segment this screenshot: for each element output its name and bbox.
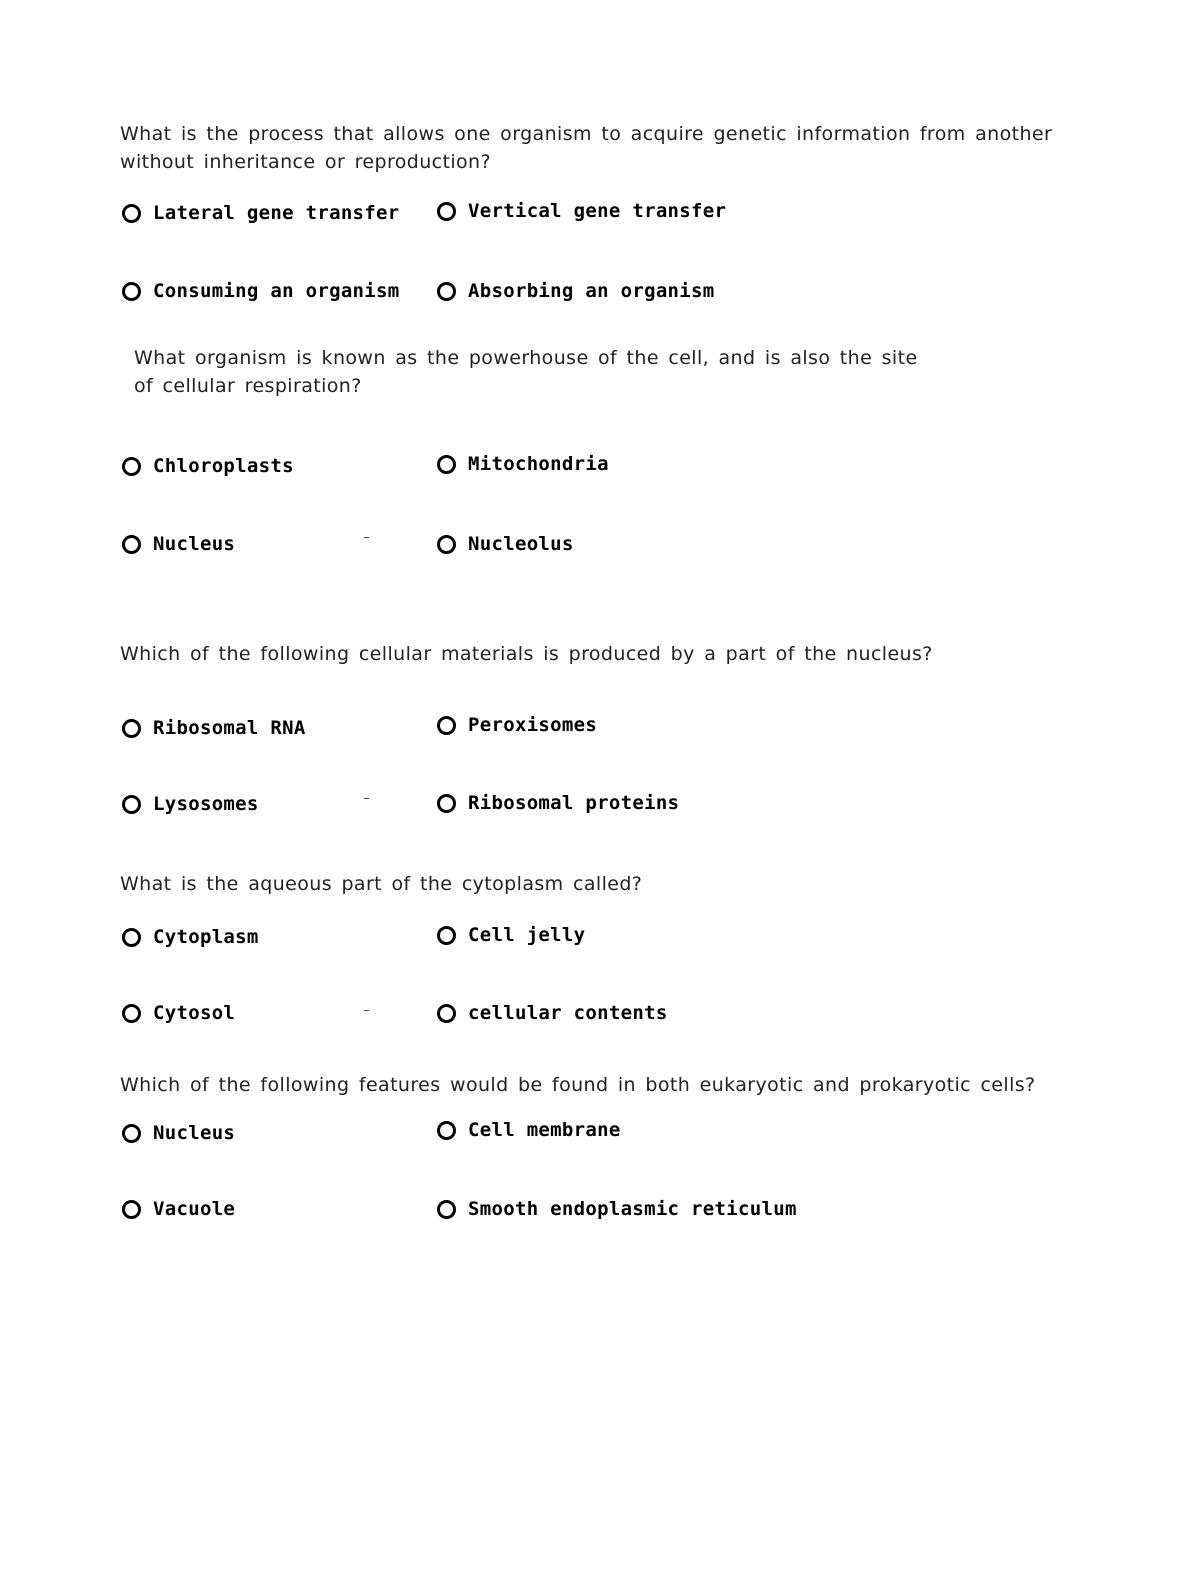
radio-circle-icon xyxy=(122,535,141,554)
option-label: Cytoplasm xyxy=(153,926,259,948)
question-1-option-d[interactable] xyxy=(437,280,715,302)
question-3-option-c[interactable] xyxy=(122,793,259,815)
question-5-option-d[interactable] xyxy=(437,1198,797,1220)
question-4-option-c[interactable] xyxy=(122,1002,235,1024)
question-2-option-c[interactable] xyxy=(122,533,235,555)
radio-circle-icon xyxy=(437,202,456,221)
question-4-option-a[interactable] xyxy=(122,926,259,948)
question-4-option-d[interactable] xyxy=(437,1002,668,1024)
option-label: Lysosomes xyxy=(153,793,259,815)
question-3-option-b[interactable] xyxy=(437,714,597,736)
question-1-line-1: What is the process that allows one organism to acquire genetic information from another xyxy=(120,123,1053,145)
option-label: Chloroplasts xyxy=(153,455,294,477)
radio-circle-icon xyxy=(122,204,141,223)
radio-circle-icon xyxy=(437,716,456,735)
question-3-line-1: Which of the following cellular materials is produced by a part of the nucleus? xyxy=(120,643,933,665)
question-5-prompt xyxy=(120,1071,1036,1099)
question-4-option-b[interactable] xyxy=(437,924,585,946)
question-4-prompt xyxy=(120,870,642,898)
option-label: Consuming an organism xyxy=(153,280,400,302)
radio-circle-icon xyxy=(437,926,456,945)
question-2-line-2: of cellular respiration? xyxy=(134,375,362,397)
question-3-prompt xyxy=(120,640,933,668)
radio-circle-icon xyxy=(437,535,456,554)
radio-circle-icon xyxy=(122,1004,141,1023)
question-3-option-a[interactable] xyxy=(122,717,306,739)
radio-circle-icon xyxy=(437,1200,456,1219)
radio-circle-icon xyxy=(437,794,456,813)
stray-mark xyxy=(364,1010,369,1011)
option-label: Absorbing an organism xyxy=(468,280,715,302)
question-2-option-a[interactable] xyxy=(122,455,294,477)
radio-circle-icon xyxy=(437,282,456,301)
option-label: Smooth endoplasmic reticulum xyxy=(468,1198,797,1220)
option-label: Nucleus xyxy=(153,1122,236,1144)
radio-circle-icon xyxy=(122,1124,141,1143)
question-1-option-a[interactable] xyxy=(122,202,400,224)
radio-circle-icon xyxy=(122,1200,141,1219)
option-label: Peroxisomes xyxy=(468,714,598,736)
question-5-option-c[interactable] xyxy=(122,1198,235,1220)
question-1-option-c[interactable] xyxy=(122,280,400,302)
question-2-option-d[interactable] xyxy=(437,533,574,555)
stray-mark xyxy=(364,798,369,799)
radio-circle-icon xyxy=(437,1004,456,1023)
radio-circle-icon xyxy=(122,795,141,814)
option-label: Ribosomal proteins xyxy=(468,792,680,814)
option-label: Lateral gene transfer xyxy=(153,202,400,224)
option-label: cellular contents xyxy=(468,1002,668,1024)
option-label: Mitochondria xyxy=(468,453,609,475)
question-5-line-1: Which of the following features would be found in both eukaryotic and prokaryotic cells? xyxy=(120,1074,1036,1096)
question-5-option-a[interactable] xyxy=(122,1122,235,1144)
option-label: Cell jelly xyxy=(468,924,586,946)
option-label: Vacuole xyxy=(153,1198,236,1220)
option-label: Vertical gene transfer xyxy=(468,200,727,222)
radio-circle-icon xyxy=(122,928,141,947)
question-2-line-1: What organism is known as the powerhouse of the cell, and is also the site xyxy=(134,347,918,369)
option-label: Nucleus xyxy=(153,533,236,555)
question-1-prompt xyxy=(120,120,1052,176)
question-5-option-b[interactable] xyxy=(437,1119,621,1141)
question-4-line-1: What is the aqueous part of the cytoplasm called? xyxy=(120,873,643,895)
question-2-option-b[interactable] xyxy=(437,453,609,475)
question-3-option-d[interactable] xyxy=(437,792,679,814)
option-label: Cell membrane xyxy=(468,1119,621,1141)
option-label: Ribosomal RNA xyxy=(153,717,306,739)
radio-circle-icon xyxy=(437,1121,456,1140)
radio-circle-icon xyxy=(437,455,456,474)
question-1-option-b[interactable] xyxy=(437,200,726,222)
question-2-prompt xyxy=(134,344,918,400)
radio-circle-icon xyxy=(122,282,141,301)
radio-circle-icon xyxy=(122,457,141,476)
option-label: Cytosol xyxy=(153,1002,236,1024)
option-label: Nucleolus xyxy=(468,533,574,555)
stray-mark xyxy=(364,537,369,538)
radio-circle-icon xyxy=(122,719,141,738)
question-1-line-2: without inheritance or reproduction? xyxy=(120,151,491,173)
